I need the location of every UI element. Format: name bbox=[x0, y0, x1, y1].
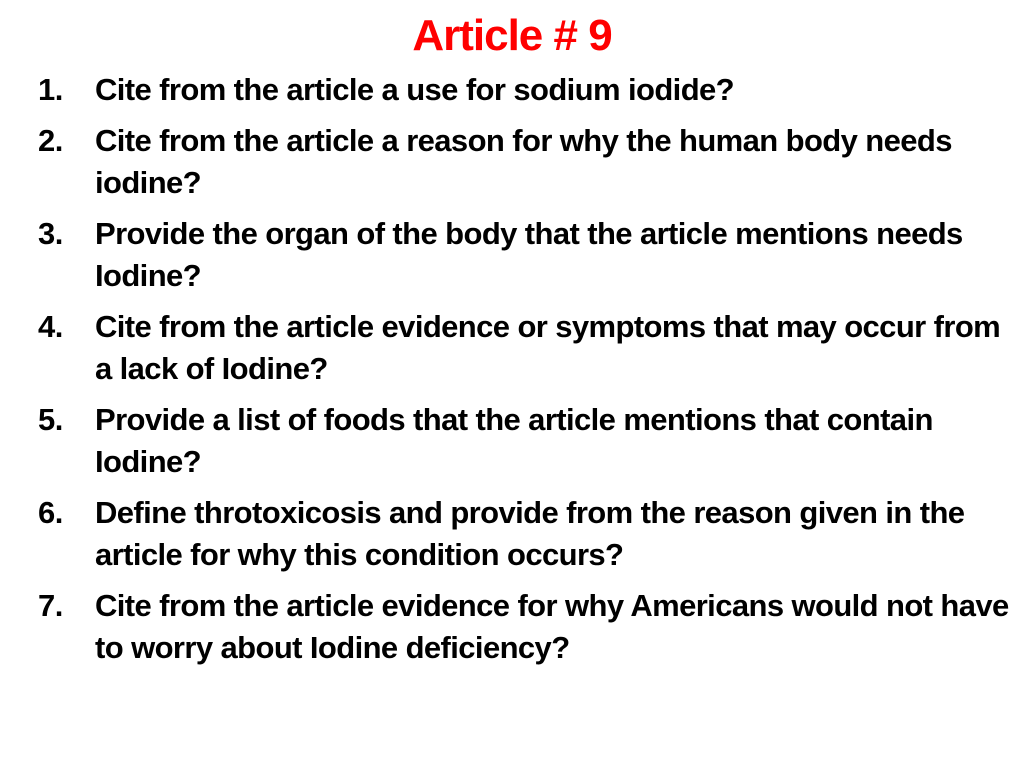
list-item-number: 1. bbox=[38, 72, 63, 107]
list-item-text: Define throtoxicosis and provide from the reason given in the article for why this condition occurs? bbox=[95, 495, 965, 572]
slide-title: Article # 9 bbox=[412, 11, 612, 60]
list-item-number: 7. bbox=[38, 588, 63, 623]
list-item-number: 5. bbox=[38, 402, 63, 437]
list-item bbox=[38, 492, 1013, 576]
question-list bbox=[38, 69, 1013, 678]
list-item bbox=[38, 120, 1013, 204]
list-item bbox=[38, 399, 1013, 483]
list-item bbox=[38, 213, 1013, 297]
list-item-number: 2. bbox=[38, 123, 63, 158]
list-item bbox=[38, 69, 1013, 111]
list-item-text: Cite from the article a reason for why the human body needs iodine? bbox=[95, 123, 952, 200]
list-item-text: Provide a list of foods that the article mentions that contain Iodine? bbox=[95, 402, 933, 479]
list-item-number: 6. bbox=[38, 495, 63, 530]
list-item-text: Cite from the article evidence for why Americans would not have to worry about Iodine deficiency? bbox=[95, 588, 1009, 665]
list-item-number: 3. bbox=[38, 216, 63, 251]
list-item bbox=[38, 306, 1013, 390]
list-item-text: Cite from the article a use for sodium iodide? bbox=[95, 72, 735, 107]
list-item-text: Provide the organ of the body that the article mentions needs Iodine? bbox=[95, 216, 963, 293]
list-item-text: Cite from the article evidence or symptoms that may occur from a lack of Iodine? bbox=[95, 309, 1001, 386]
list-item bbox=[38, 585, 1013, 669]
list-item-number: 4. bbox=[38, 309, 63, 344]
